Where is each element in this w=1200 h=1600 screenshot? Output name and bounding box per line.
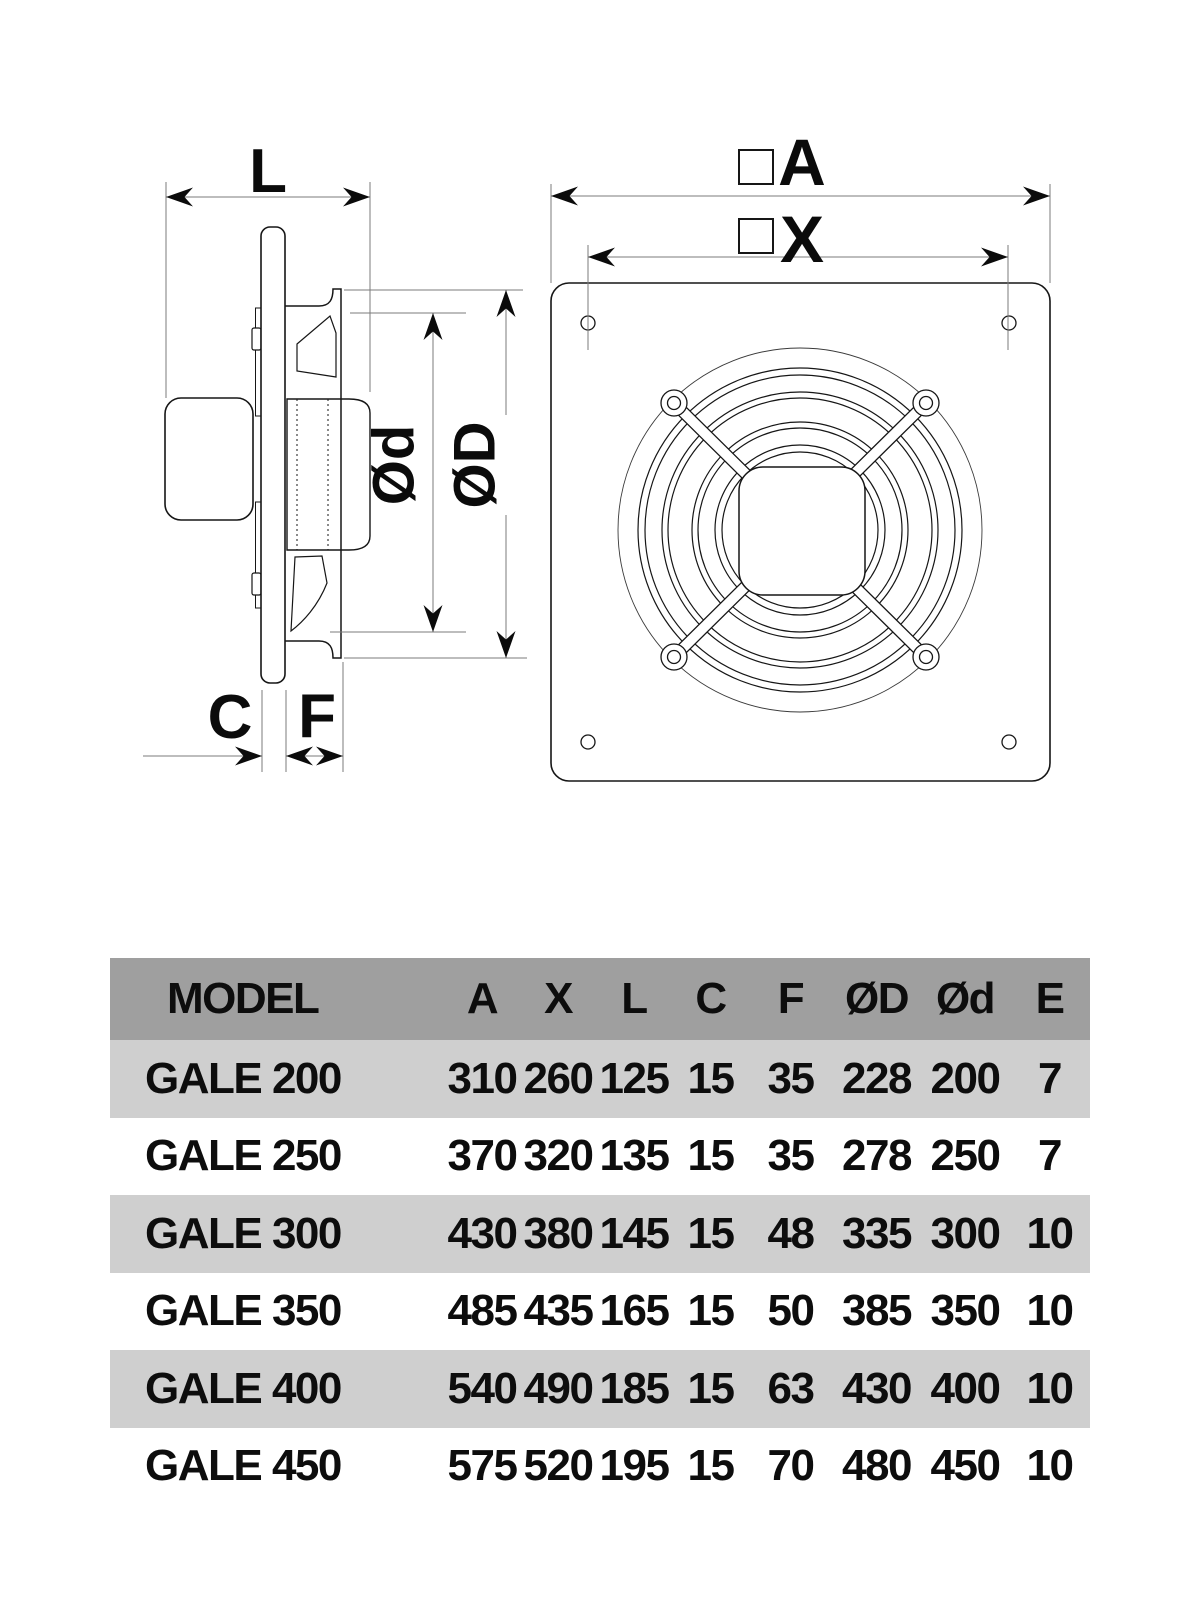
table-cell: 15 xyxy=(687,1441,734,1491)
table-row xyxy=(110,1118,1090,1196)
table-cell: 10 xyxy=(1026,1441,1073,1491)
dimensions-table xyxy=(110,958,1090,1505)
table-cell: 15 xyxy=(687,1131,734,1181)
table-cell: 385 xyxy=(842,1286,911,1336)
table-cell: 35 xyxy=(767,1053,814,1103)
table-cell: 15 xyxy=(687,1286,734,1336)
table-cell: 300 xyxy=(930,1208,1000,1258)
table-cell: 520 xyxy=(523,1441,593,1491)
table-cell: 575 xyxy=(447,1441,517,1491)
table-cell: 450 xyxy=(930,1441,1000,1491)
table-cell: 185 xyxy=(599,1363,669,1413)
table-cell: 48 xyxy=(767,1208,814,1258)
column-header-od: ØD xyxy=(845,974,908,1023)
table-cell: 200 xyxy=(930,1053,1000,1103)
table-cell: 7 xyxy=(1038,1053,1061,1103)
table-row xyxy=(110,1040,1090,1118)
table-cell: 15 xyxy=(687,1363,734,1413)
column-header-f: F xyxy=(777,974,804,1023)
column-header-e: E xyxy=(1035,974,1064,1023)
dim-label-L: L xyxy=(249,137,287,206)
table-cell: 70 xyxy=(767,1441,814,1491)
table-cell: 50 xyxy=(767,1286,814,1336)
table-cell: 165 xyxy=(599,1286,669,1336)
table-cell: 430 xyxy=(447,1208,517,1258)
model-name: GALE 300 xyxy=(145,1208,341,1258)
mounting-plate-side xyxy=(261,227,285,683)
dim-label-F: F xyxy=(298,682,336,751)
table-cell: 15 xyxy=(687,1053,734,1103)
table-cell: 10 xyxy=(1026,1363,1073,1413)
table-cell: 228 xyxy=(842,1053,911,1103)
square-symbol-icon xyxy=(739,219,773,253)
table-cell: 310 xyxy=(447,1053,517,1103)
table-cell: 485 xyxy=(447,1286,517,1336)
dim-label-A: A xyxy=(778,125,826,199)
fan-blade-bottom xyxy=(291,556,327,631)
side-view-drawing xyxy=(165,227,370,683)
column-header-l: L xyxy=(621,974,647,1023)
mounting-clip-bottom xyxy=(252,573,261,595)
table-cell: 10 xyxy=(1026,1208,1073,1258)
table-cell: 125 xyxy=(599,1053,669,1103)
model-name: GALE 400 xyxy=(145,1363,341,1413)
hub-cover-plate xyxy=(739,467,865,595)
column-header-model: MODEL xyxy=(167,974,319,1023)
model-name: GALE 200 xyxy=(145,1053,341,1103)
column-header-x: X xyxy=(544,974,572,1023)
model-name: GALE 450 xyxy=(145,1441,341,1491)
column-header-a: A xyxy=(466,974,498,1023)
table-cell: 195 xyxy=(599,1441,669,1491)
motor-body xyxy=(165,398,253,520)
table-cell: 540 xyxy=(447,1363,517,1413)
table-cell: 278 xyxy=(842,1131,911,1181)
dim-label-inner-diameter: Ød xyxy=(361,424,427,506)
table-cell: 250 xyxy=(930,1131,1000,1181)
table-row xyxy=(110,1195,1090,1273)
table-cell: 370 xyxy=(447,1131,517,1181)
model-name: GALE 350 xyxy=(145,1286,341,1336)
impeller-ring-top xyxy=(256,308,262,416)
table-cell: 63 xyxy=(767,1363,814,1413)
dim-label-X: X xyxy=(779,202,825,276)
square-symbol-icon xyxy=(739,150,773,184)
table-cell: 10 xyxy=(1026,1286,1073,1336)
table-cell: 7 xyxy=(1038,1131,1061,1181)
table-cell: 145 xyxy=(599,1208,669,1258)
table-cell: 15 xyxy=(687,1208,734,1258)
table-cell: 480 xyxy=(842,1441,911,1491)
column-header-od-small: Ød xyxy=(935,974,995,1023)
dim-label-outer-diameter: ØD xyxy=(442,421,508,509)
fan-blade-top xyxy=(297,316,336,377)
mounting-clip-top xyxy=(252,328,261,350)
dim-label-C: C xyxy=(207,683,253,752)
table-cell: 430 xyxy=(842,1363,911,1413)
front-view-drawing xyxy=(551,283,1050,781)
table-row xyxy=(110,1428,1090,1506)
model-name: GALE 250 xyxy=(145,1131,341,1181)
table-cell: 260 xyxy=(523,1053,593,1103)
table-cell: 400 xyxy=(930,1363,1000,1413)
table-row xyxy=(110,1273,1090,1351)
table-cell: 380 xyxy=(523,1208,593,1258)
table-cell: 335 xyxy=(842,1208,911,1258)
column-header-c: C xyxy=(695,974,726,1023)
table-cell: 350 xyxy=(930,1286,1000,1336)
table-row xyxy=(110,1350,1090,1428)
table-cell: 490 xyxy=(523,1363,593,1413)
table-cell: 320 xyxy=(523,1131,593,1181)
table-cell: 135 xyxy=(599,1131,669,1181)
table-cell: 435 xyxy=(523,1286,593,1336)
table-cell: 35 xyxy=(767,1131,814,1181)
table-header-row xyxy=(110,958,1090,1040)
